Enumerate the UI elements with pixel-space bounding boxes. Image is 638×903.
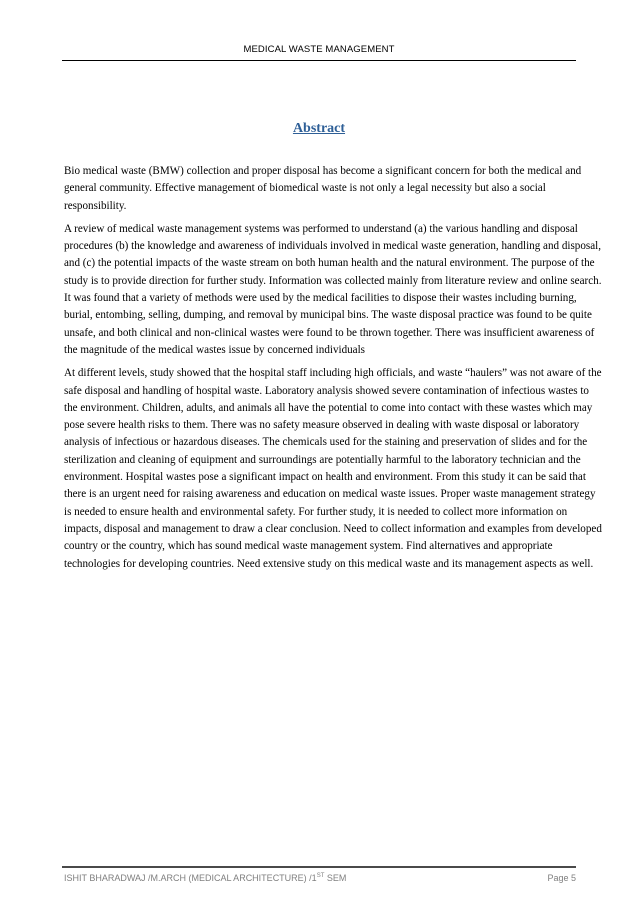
footer-author-text: ISHIT BHARADWAJ /M.ARCH (MEDICAL ARCHITECTURE) /1	[64, 873, 317, 883]
paragraph-3: At different levels, study showed that the hospital staff including high officials, and waste “haulers” was not aware of the safe disposal and handling of hospital waste. Laboratory analysis showed severe contamination of infectious wastes to the environment. Children, adults, and animals all have the potential to come into contact with these wastes which may pose severe health risks to them. There was no safety measure observed in dealing with waste disposal or laboratory analysis of infectious or hazardous diseases. The chemicals used for the staining and preservation of slides and for the sterilization and cleaning of equipment and surroundings are potentially harmful to the laboratory technician and the environment. Hospital wastes pose a significant impact on health and environment. From this study it can be said that there is an urgent need for raising awareness and education on medical waste issues. Proper waste management strategy is needed to ensure health and environmental safety. For further study, it is needed to collect more information on impacts, disposal and management to draw a clear conclusion. Need to collect information and examples from developed country or the country, which has sound medical waste management system. Find alternatives and appropriate technologies for developing countries. Need extensive study on this medical waste and its management aspects as well.	[64, 367, 602, 570]
footer-sem-text: SEM	[324, 873, 347, 883]
running-header: MEDICAL WASTE MANAGEMENT	[243, 44, 395, 55]
section-title: Abstract	[292, 121, 346, 136]
footer-sem-superscript: ST	[316, 873, 325, 879]
footer-author-info	[64, 873, 346, 883]
paragraph-2: A review of medical waste management systems was performed to understand (a) the various handling and disposal procedures (b) the knowledge and awareness of individuals involved in medical waste generation, handling and disposal, and (c) the potential impacts of the waste stream on both human health and the natural environment. The purpose of the study is to provide direction for further study. Information was collected mainly from literature review and online search. It was found that a variety of methods were used by the medical facilities to dispose their wastes including burning, burial, entombing, selling, dumping, and removal by municipal bins. The waste disposal practice was found to be quite unsafe, and both clinical and non-clinical wastes were found to be thrown together. There was insufficient awareness of the magnitude of the medical wastes issue by concerned individuals	[64, 222, 602, 356]
header-rule	[62, 60, 576, 61]
abstract-body	[64, 163, 604, 579]
paragraph-1: Bio medical waste (BMW) collection and proper disposal has become a significant concern for both the medical and general community. Effective management of biomedical waste is not only a legal necessity but also a social responsibility.	[64, 165, 582, 212]
page-number: Page 5	[547, 873, 576, 883]
footer-rule	[62, 866, 576, 868]
